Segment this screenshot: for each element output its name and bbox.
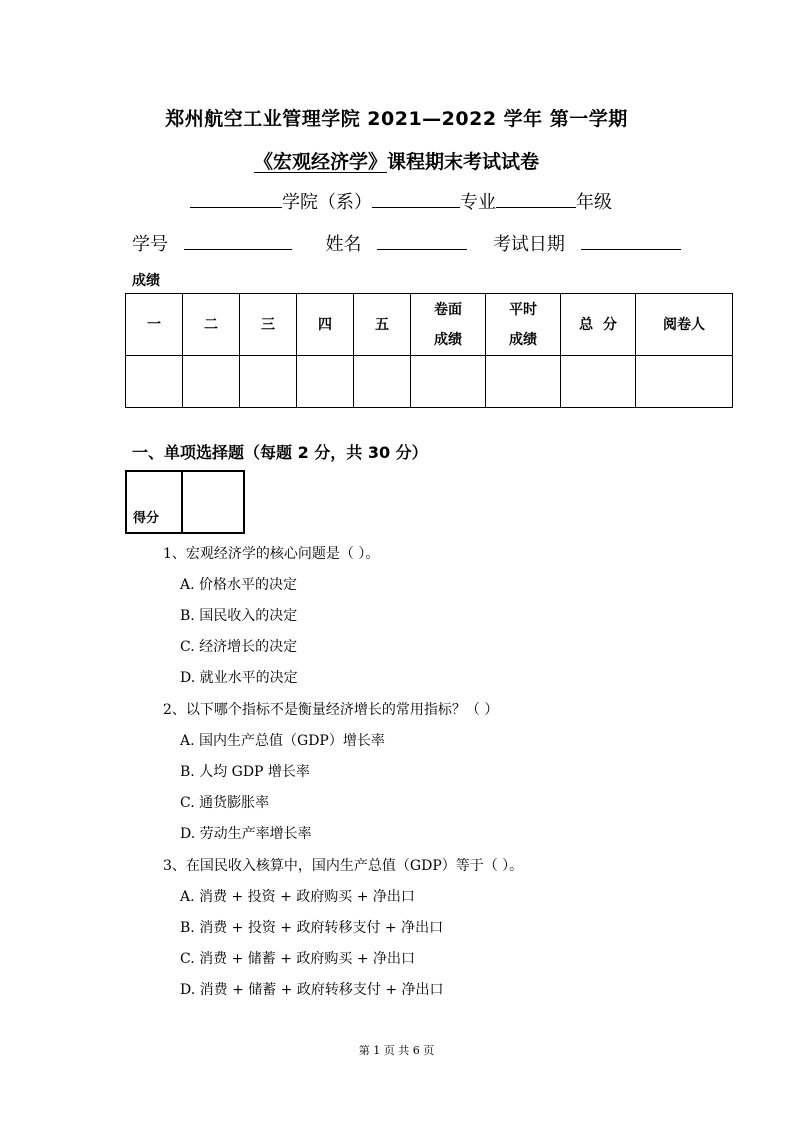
option[interactable]: C. 通货膨胀率 — [180, 795, 270, 811]
score-col-3: 三 — [240, 294, 297, 356]
score-col-2: 二 — [183, 294, 240, 356]
paper-score-line2: 成绩 — [434, 331, 462, 348]
usual-score-line2: 成绩 — [509, 331, 537, 348]
student-id-blank[interactable] — [184, 233, 292, 250]
grade-label: 年级 — [576, 192, 612, 213]
score-table — [125, 293, 733, 408]
section-score-box — [125, 470, 245, 534]
option[interactable]: A. 价格水平的决定 — [180, 577, 298, 593]
major-blank[interactable] — [372, 191, 460, 208]
option[interactable]: C. 消费 + 储蓄 + 政府购买 + 净出口 — [180, 951, 416, 967]
name-blank[interactable] — [377, 233, 467, 250]
score-cell[interactable] — [486, 356, 561, 408]
college-label: 学院（系） — [282, 192, 372, 213]
exam-date-label: 考试日期 — [492, 234, 565, 255]
paper-score-line1: 卷面 — [434, 301, 462, 318]
major-label: 专业 — [460, 192, 496, 213]
exam-subtitle — [0, 147, 793, 174]
score-cell[interactable] — [561, 356, 636, 408]
course-name: 《宏观经济学》 — [253, 151, 387, 173]
option[interactable]: B. 人均 GDP 增长率 — [180, 764, 310, 780]
student-info-row-1 — [190, 188, 612, 214]
usual-score-header — [486, 294, 561, 356]
option[interactable]: D. 消费 + 储蓄 + 政府转移支付 + 净出口 — [180, 982, 444, 998]
question-1: 1、宏观经济学的核心问题是（ ）。 — [163, 546, 380, 562]
grade-blank[interactable] — [496, 191, 576, 208]
score-cell[interactable] — [411, 356, 486, 408]
score-col-5: 五 — [354, 294, 411, 356]
score-label: 成绩 — [132, 273, 160, 289]
paper-score-header — [411, 294, 486, 356]
section-title: 一、单项选择题（每题 2 分，共 30 分） — [132, 443, 428, 462]
name-label: 姓名 — [325, 234, 362, 255]
exam-type: 课程期末考试试卷 — [387, 151, 540, 173]
score-cell[interactable] — [240, 356, 297, 408]
student-info-row-2 — [132, 230, 681, 256]
score-cell[interactable] — [354, 356, 411, 408]
student-id-label: 学号 — [132, 234, 168, 255]
option[interactable]: D. 劳动生产率增长率 — [180, 826, 312, 842]
question-2: 2、以下哪个指标不是衡量经济增长的常用指标？（ ） — [163, 702, 499, 718]
option[interactable]: B. 消费 + 投资 + 政府转移支付 + 净出口 — [180, 920, 444, 936]
page-number: 第 1 页 共 6 页 — [358, 1044, 435, 1057]
option[interactable]: A. 国内生产总值（GDP）增长率 — [180, 733, 385, 749]
usual-score-line1: 平时 — [509, 301, 537, 318]
exam-date-blank[interactable] — [581, 233, 681, 250]
total-score-header: 总 分 — [561, 294, 636, 356]
score-col-1: 一 — [126, 294, 183, 356]
score-col-4: 四 — [297, 294, 354, 356]
question-3: 3、在国民收入核算中，国内生产总值（GDP）等于（ ）。 — [163, 858, 524, 874]
option[interactable]: C. 经济增长的决定 — [180, 639, 298, 655]
section-score-cell[interactable] — [182, 471, 244, 533]
grader-header: 阅卷人 — [636, 294, 733, 356]
option[interactable]: A. 消费 + 投资 + 政府购买 + 净出口 — [180, 889, 415, 905]
score-cell[interactable] — [636, 356, 733, 408]
exam-title: 郑州航空工业管理学院 2021—2022 学年 第一学期 — [165, 108, 628, 130]
score-cell[interactable] — [297, 356, 354, 408]
section-score-label: 得分 — [126, 471, 182, 533]
option[interactable]: D. 就业水平的决定 — [180, 670, 298, 686]
score-cell[interactable] — [183, 356, 240, 408]
college-blank[interactable] — [190, 191, 282, 208]
option[interactable]: B. 国民收入的决定 — [180, 608, 298, 624]
score-cell[interactable] — [126, 356, 183, 408]
